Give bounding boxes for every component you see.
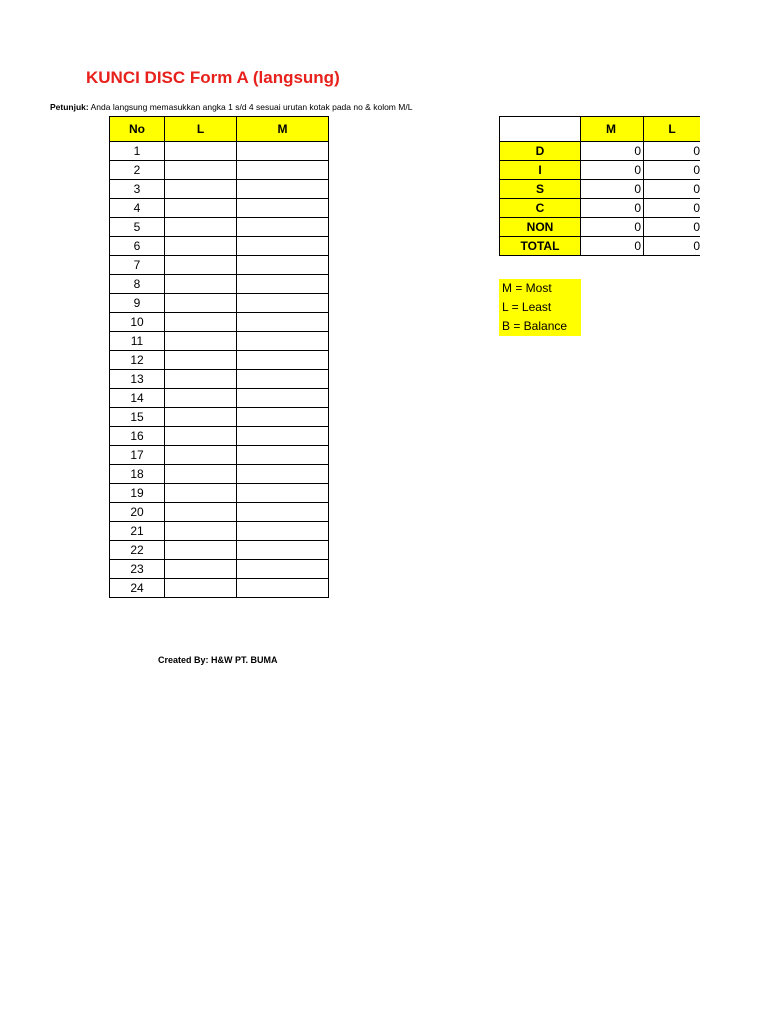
least-input-cell[interactable] <box>165 579 237 598</box>
most-input-cell[interactable] <box>237 370 329 389</box>
summary-label: S <box>500 180 581 199</box>
most-input-cell[interactable] <box>237 408 329 427</box>
most-input-cell[interactable] <box>237 161 329 180</box>
least-input-cell[interactable] <box>165 275 237 294</box>
row-number: 21 <box>110 522 165 541</box>
summary-label: C <box>500 199 581 218</box>
row-number: 19 <box>110 484 165 503</box>
summary-most-value: 0 <box>581 142 644 161</box>
row-number: 23 <box>110 560 165 579</box>
least-input-cell[interactable] <box>165 484 237 503</box>
least-input-cell[interactable] <box>165 465 237 484</box>
header-l: L <box>165 117 237 142</box>
summary-row <box>500 142 701 161</box>
summary-label: D <box>500 142 581 161</box>
table-row <box>110 408 329 427</box>
row-number: 17 <box>110 446 165 465</box>
most-input-cell[interactable] <box>237 180 329 199</box>
table-row <box>110 237 329 256</box>
row-number: 3 <box>110 180 165 199</box>
most-input-cell[interactable] <box>237 541 329 560</box>
row-number: 1 <box>110 142 165 161</box>
most-input-cell[interactable] <box>237 351 329 370</box>
summary-most-value: 0 <box>581 161 644 180</box>
most-input-cell[interactable] <box>237 294 329 313</box>
answer-table <box>109 116 329 598</box>
least-input-cell[interactable] <box>165 332 237 351</box>
most-input-cell[interactable] <box>237 503 329 522</box>
table-row <box>110 218 329 237</box>
most-input-cell[interactable] <box>237 332 329 351</box>
table-row <box>110 161 329 180</box>
table-row <box>110 484 329 503</box>
legend-most: M = Most <box>502 281 552 295</box>
summary-least-value: 0 <box>644 161 701 180</box>
row-number: 11 <box>110 332 165 351</box>
table-row <box>110 180 329 199</box>
least-input-cell[interactable] <box>165 522 237 541</box>
most-input-cell[interactable] <box>237 560 329 579</box>
least-input-cell[interactable] <box>165 199 237 218</box>
table-row <box>110 313 329 332</box>
table-row <box>110 465 329 484</box>
least-input-cell[interactable] <box>165 161 237 180</box>
summary-row <box>500 180 701 199</box>
least-input-cell[interactable] <box>165 294 237 313</box>
table-row <box>110 560 329 579</box>
most-input-cell[interactable] <box>237 237 329 256</box>
summary-label: I <box>500 161 581 180</box>
summary-table <box>499 116 700 256</box>
summary-label: NON <box>500 218 581 237</box>
table-row <box>110 503 329 522</box>
least-input-cell[interactable] <box>165 389 237 408</box>
legend-least: L = Least <box>502 300 552 314</box>
created-by: Created By: H&W PT. BUMA <box>158 655 278 665</box>
most-input-cell[interactable] <box>237 522 329 541</box>
row-number: 22 <box>110 541 165 560</box>
summary-row <box>500 199 701 218</box>
summary-label: TOTAL <box>500 237 581 256</box>
most-input-cell[interactable] <box>237 446 329 465</box>
header-least: L <box>644 117 701 142</box>
summary-row <box>500 161 701 180</box>
row-number: 10 <box>110 313 165 332</box>
summary-least-value: 0 <box>644 142 701 161</box>
table-row <box>110 199 329 218</box>
summary-most-value: 0 <box>581 180 644 199</box>
least-input-cell[interactable] <box>165 541 237 560</box>
summary-least-value: 0 <box>644 218 701 237</box>
least-input-cell[interactable] <box>165 351 237 370</box>
least-input-cell[interactable] <box>165 313 237 332</box>
row-number: 2 <box>110 161 165 180</box>
row-number: 13 <box>110 370 165 389</box>
summary-table-header <box>500 117 701 142</box>
least-input-cell[interactable] <box>165 218 237 237</box>
least-input-cell[interactable] <box>165 560 237 579</box>
most-input-cell[interactable] <box>237 579 329 598</box>
summary-least-value: 0 <box>644 199 701 218</box>
row-number: 15 <box>110 408 165 427</box>
most-input-cell[interactable] <box>237 199 329 218</box>
most-input-cell[interactable] <box>237 427 329 446</box>
legend-box <box>499 279 581 336</box>
table-row <box>110 351 329 370</box>
header-no: No <box>110 117 165 142</box>
summary-most-value: 0 <box>581 199 644 218</box>
page-title: KUNCI DISC Form A (langsung) <box>86 68 340 87</box>
most-input-cell[interactable] <box>237 256 329 275</box>
summary-row <box>500 237 701 256</box>
table-row <box>110 332 329 351</box>
most-input-cell[interactable] <box>237 313 329 332</box>
row-number: 6 <box>110 237 165 256</box>
header-blank <box>500 117 581 142</box>
header-most: M <box>581 117 644 142</box>
summary-least-value: 0 <box>644 237 701 256</box>
summary-most-value: 0 <box>581 218 644 237</box>
table-row <box>110 256 329 275</box>
row-number: 24 <box>110 579 165 598</box>
least-input-cell[interactable] <box>165 256 237 275</box>
least-input-cell[interactable] <box>165 370 237 389</box>
table-row <box>110 522 329 541</box>
summary-least-value: 0 <box>644 180 701 199</box>
least-input-cell[interactable] <box>165 180 237 199</box>
least-input-cell[interactable] <box>165 408 237 427</box>
table-row <box>110 541 329 560</box>
row-number: 4 <box>110 199 165 218</box>
most-input-cell[interactable] <box>237 465 329 484</box>
table-row <box>110 275 329 294</box>
most-input-cell[interactable] <box>237 484 329 503</box>
row-number: 20 <box>110 503 165 522</box>
row-number: 7 <box>110 256 165 275</box>
row-number: 18 <box>110 465 165 484</box>
row-number: 12 <box>110 351 165 370</box>
least-input-cell[interactable] <box>165 142 237 161</box>
table-row <box>110 142 329 161</box>
row-number: 5 <box>110 218 165 237</box>
least-input-cell[interactable] <box>165 427 237 446</box>
instruction-line <box>50 102 412 112</box>
most-input-cell[interactable] <box>237 218 329 237</box>
least-input-cell[interactable] <box>165 237 237 256</box>
instruction-text: Anda langsung memasukkan angka 1 s/d 4 sesuai urutan kotak pada no & kolom M/L <box>90 102 413 112</box>
table-row <box>110 389 329 408</box>
most-input-cell[interactable] <box>237 389 329 408</box>
legend-balance: B = Balance <box>502 319 568 333</box>
row-number: 16 <box>110 427 165 446</box>
least-input-cell[interactable] <box>165 503 237 522</box>
table-row <box>110 294 329 313</box>
most-input-cell[interactable] <box>237 275 329 294</box>
instruction-label: Petunjuk: <box>50 102 89 112</box>
table-row <box>110 427 329 446</box>
summary-row <box>500 218 701 237</box>
table-row <box>110 446 329 465</box>
most-input-cell[interactable] <box>237 142 329 161</box>
table-row <box>110 579 329 598</box>
least-input-cell[interactable] <box>165 446 237 465</box>
table-row <box>110 370 329 389</box>
summary-most-value: 0 <box>581 237 644 256</box>
row-number: 8 <box>110 275 165 294</box>
row-number: 9 <box>110 294 165 313</box>
row-number: 14 <box>110 389 165 408</box>
answer-table-header <box>110 117 329 142</box>
header-m: M <box>237 117 329 142</box>
